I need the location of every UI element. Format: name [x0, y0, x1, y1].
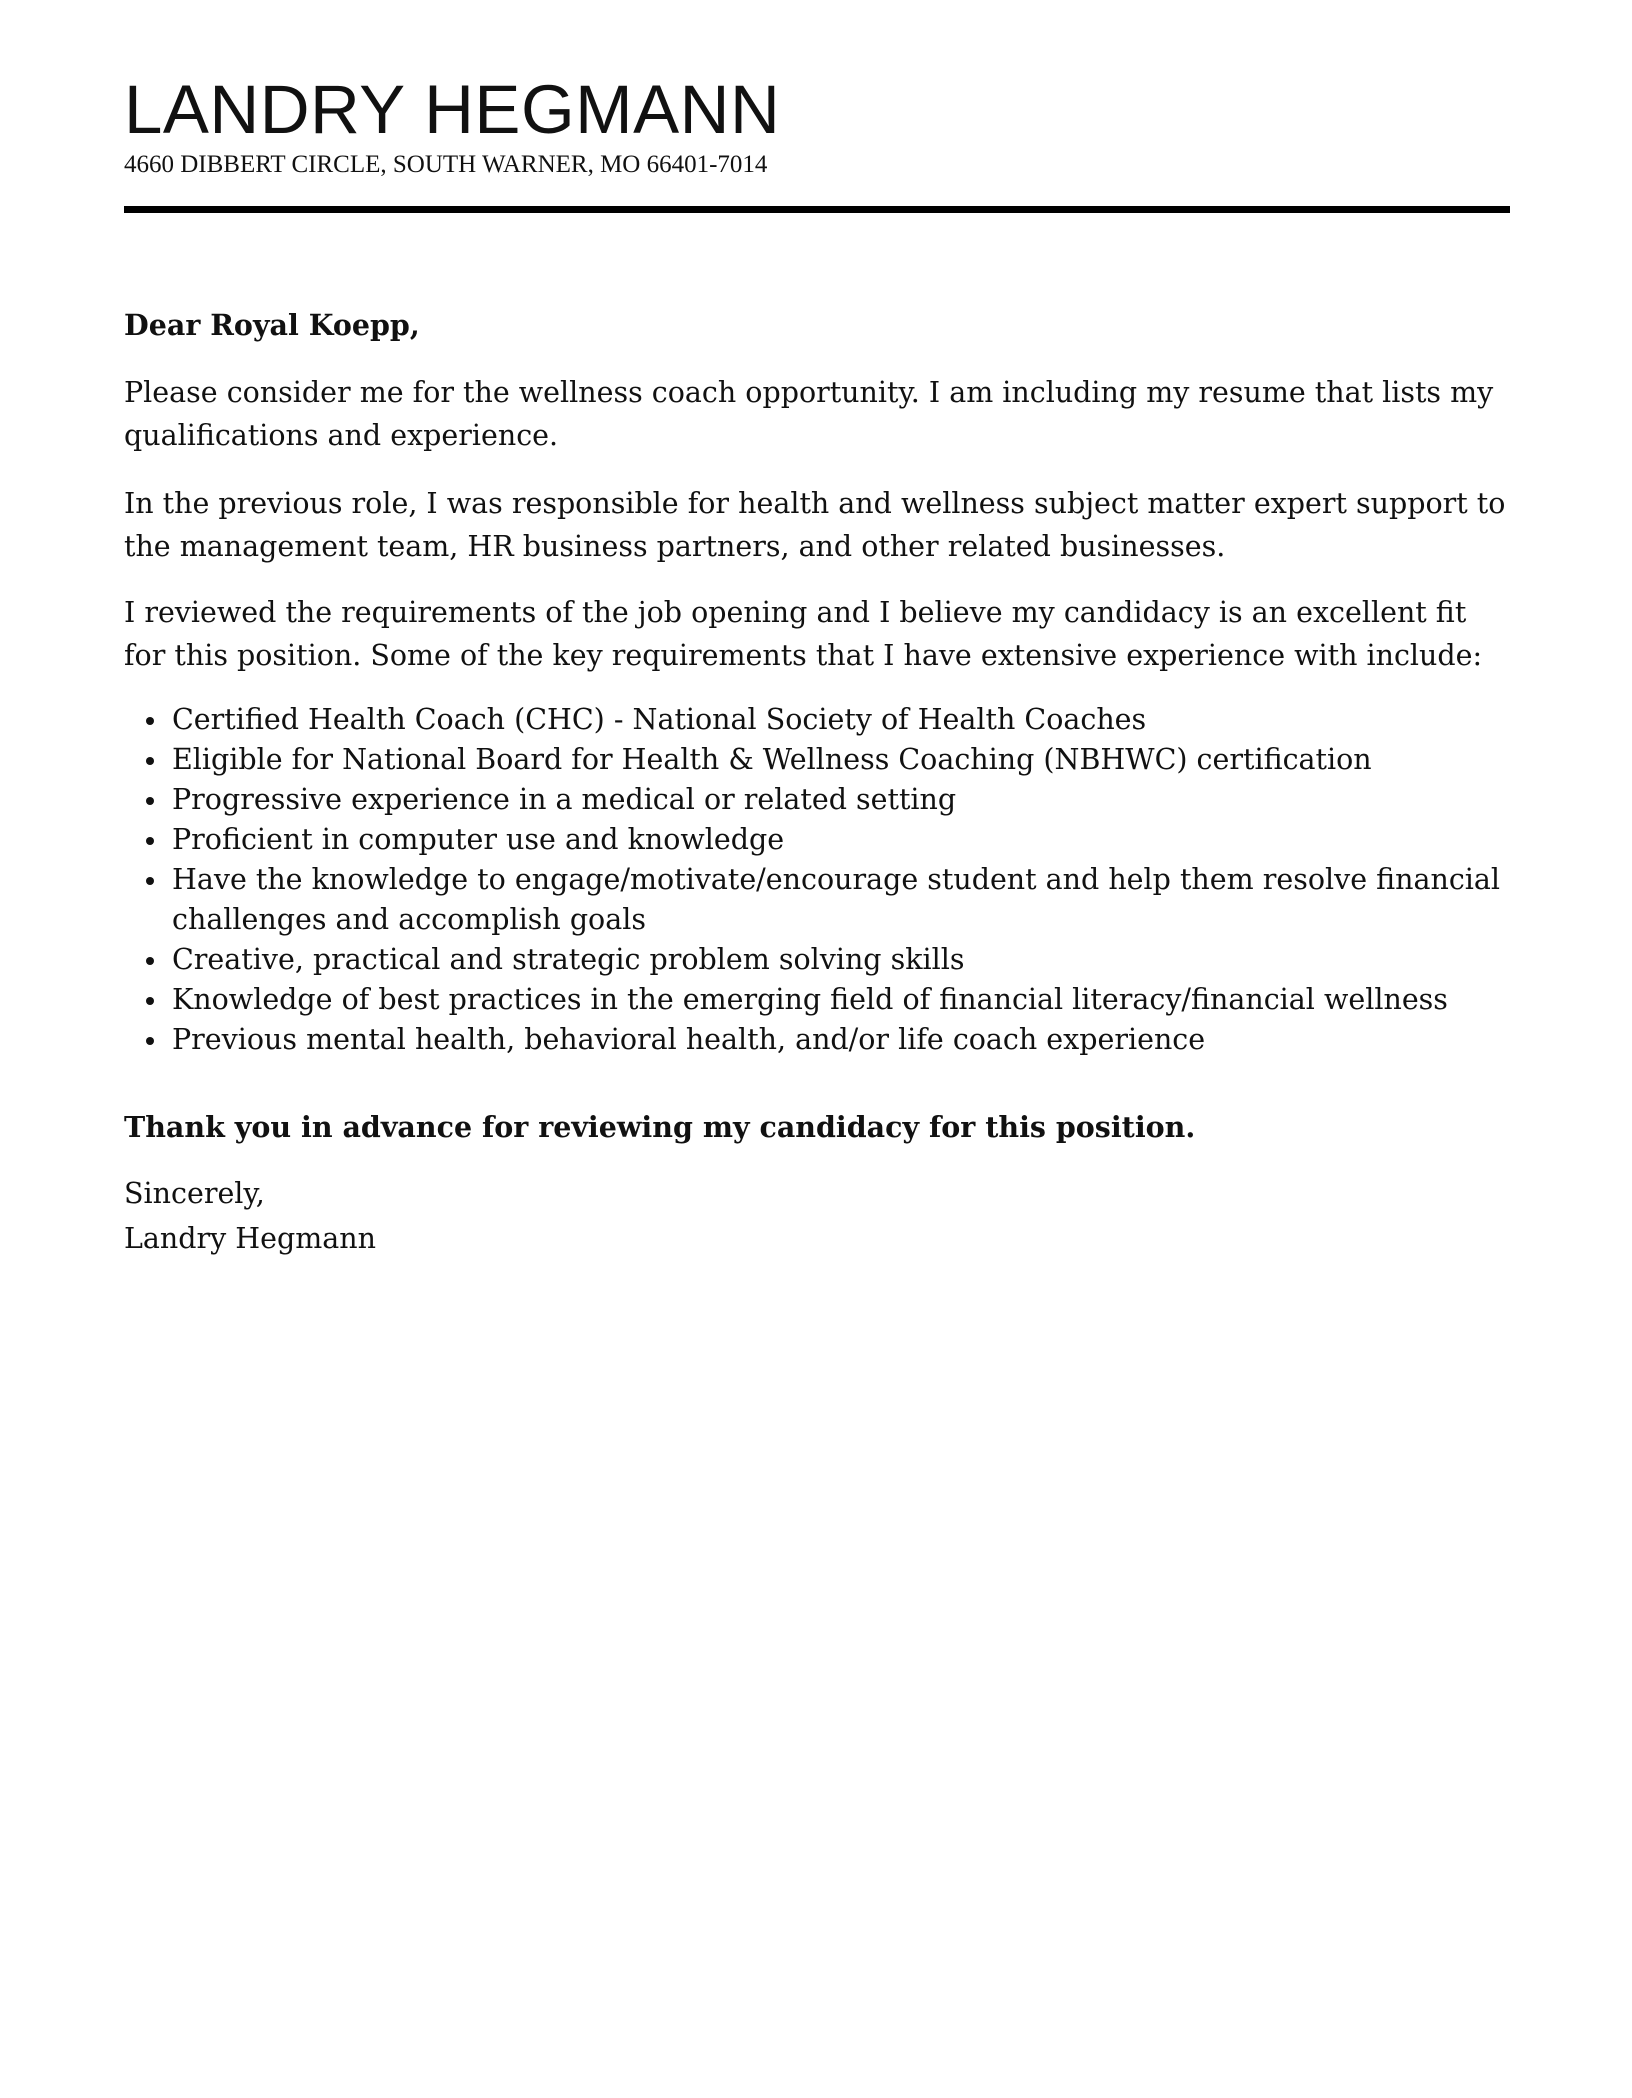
header-divider: [124, 206, 1510, 213]
list-item: Have the knowledge to engage/motivate/encourage student and help them resolve financial challenges and accomplish goals: [124, 860, 1510, 940]
requirements-list: [124, 700, 1510, 1060]
list-item: Previous mental health, behavioral health, and/or life coach experience: [124, 1020, 1510, 1060]
greeting: Dear Royal Koepp,: [124, 308, 420, 342]
list-item: Eligible for National Board for Health & Wellness Coaching (NBHWC) certification: [124, 740, 1510, 780]
list-item: Progressive experience in a medical or related setting: [124, 780, 1510, 820]
signature-name: Landry Hegmann: [124, 1222, 376, 1255]
list-item: Knowledge of best practices in the emerging field of financial literacy/financial wellness: [124, 980, 1510, 1020]
paragraph-previous-role: In the previous role, I was responsible for health and wellness subject matter expert support to the management team, HR business partners, and other related businesses.: [124, 487, 1506, 563]
closing: Sincerely,: [124, 1177, 265, 1210]
applicant-name: LANDRY HEGMANN: [124, 71, 781, 148]
paragraph-intro: Please consider me for the wellness coach opportunity. I am including my resume that lists my qualifications and experience.: [124, 376, 1494, 452]
paragraph-requirements-intro: I reviewed the requirements of the job opening and I believe my candidacy is an excellent fit for this position. Some of the key requirements that I have extensive experience with include:: [124, 596, 1483, 672]
list-item: Certified Health Coach (CHC) - National Society of Health Coaches: [124, 700, 1510, 740]
list-item: Proficient in computer use and knowledge: [124, 820, 1510, 860]
applicant-address: 4660 DIBBERT CIRCLE, SOUTH WARNER, MO 66401-7014: [124, 151, 768, 178]
thank-you-line: Thank you in advance for reviewing my candidacy for this position.: [124, 1110, 1196, 1144]
list-item: Creative, practical and strategic problem solving skills: [124, 940, 1510, 980]
